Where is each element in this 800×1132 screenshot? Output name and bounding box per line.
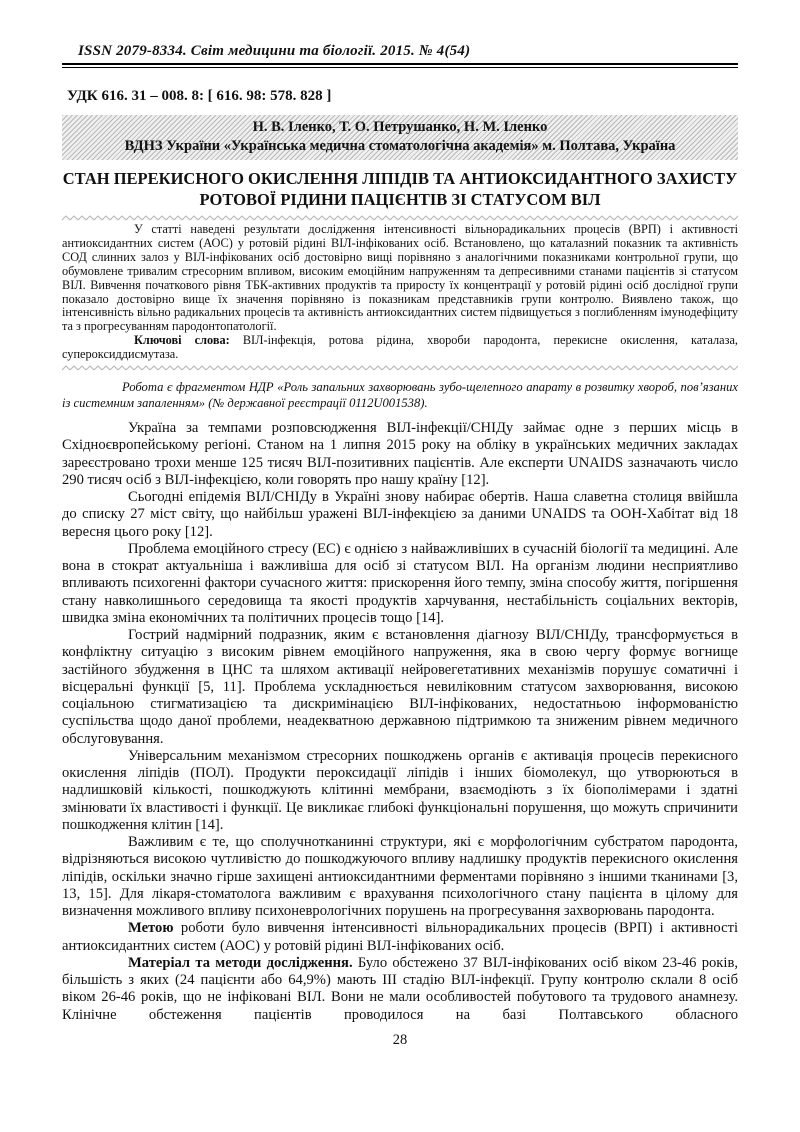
journal-header: ISSN 2079-8334. Світ медицини та біології. 2015. № 4(54) <box>78 43 471 59</box>
header-double-rule <box>62 63 738 68</box>
zigzag-divider-top <box>62 215 738 221</box>
paragraph-text: Україна за темпами розповсюдження ВІЛ-інфекції/СНІДу займає одне з перших місць в Східноєвропейському регіоні. Станом на 1 липня 2015 року на обліку в українських медичних закладах зареєстровано трохи менше 125 тисяч ВІЛ-позитивних пацієнтів. Але експерти UNAIDS зазначають число 290 тисяч осіб з ВІЛ-інфекцією, коли говорять про нашу країну [12]. <box>62 420 738 488</box>
body-paragraph <box>62 627 738 748</box>
paragraph-text: Гострий надмірний подразник, яким є встановлення діагнозу ВІЛ/СНІДу, трансформується в конфліктну ситуацію з високим рівнем емоційного напруження, яка в свою чергу формує вогнище застійного збудження в ЦНС та шляхом активації нейровегетативних механізмів порушує соматичні і вісцеральні функції [5, 11]. Проблема ускладнюється невиліковним статусом захворювання, високою соціальною стигматизацією та дискримінацією ВІЛ-інфікованих, недостатньою інформованістю суспільства щодо даної проблеми, неадекватною державною підтримкою та зниженим рівнем медичного обслуговування. <box>62 627 738 747</box>
keywords-label: Ключові слова: <box>134 333 230 348</box>
body-paragraph <box>62 920 738 955</box>
paragraph-text: Універсальним механізмом стресорних пошкоджень органів є активація процесів перекисного окислення ліпідів (ПОЛ). Продукти пероксидації ліпідів і інших біомолекул, що утворюються в надлишковій кількості, пошкоджують клітинні мембрани, взаємодіють з їх біополімерами і здатні змінювати їх властивості і функції. Це викликає глибокі функціональні порушення, що можуть спричинити пошкодження клітин [14]. <box>62 747 738 833</box>
abstract-text: У статті наведені результати дослідження інтенсивності вільнорадикальних процесів (ВРП) і активності антиоксидантних систем (АОС) у ротовій рідині ВІЛ-інфікованих осіб. Встановлено, що каталазний показник та активність СОД слинних залоз у ВІЛ-інфікованих осіб достовірно вищі порівняно з аналогічними показниками контрольної групи, що обумовлене тривалим стресорним впливом, високим емоційним напруженням та депресивними станами пацієнтів зі статусом ВІЛ. Вивчення початкового рівня ТБК-активних продуктів та приросту їх концентрації у ротовій рідині осіб дослідної групи показало достовірно вище їх значення порівняно із показникам представників групи контролю. Виявлено також, що інтенсивність вільно радикальних процесів та активність антиоксидантних систем підвищується з поглибленням імунодефіциту та з прогресуванням пародонтопатології. <box>62 222 738 334</box>
udc-code: УДК 616. 31 – 008. 8: [ 616. 98: 578. 828 ] <box>67 88 332 104</box>
article-body <box>62 420 738 1024</box>
title-line-2: РОТОВОЇ РІДИНИ ПАЦІЄНТІВ ЗІ СТАТУСОМ ВІЛ <box>199 190 601 209</box>
body-paragraph <box>62 748 738 834</box>
body-paragraph <box>62 489 738 541</box>
body-paragraph <box>62 955 738 1024</box>
paragraph-lead: Метою <box>128 920 174 937</box>
research-note <box>62 380 738 411</box>
affiliation: ВДНЗ України «Українська медична стоматологічна академія» м. Полтава, Україна <box>124 138 676 154</box>
paragraph-text: Важливим є те, що сполучнотканинні структури, які є морфологічним субстратом пародонта, відрізняються високою чутливістю до пошкоджуючого впливу надлишку продуктів перекисного окислення ліпідів, оскільки значно гірше захищені антиоксидантними ферментами порівняно з іншими тканинами [3, 13, 15]. Для лікаря-стоматолога важливим є врахування психологічного стану пацієнта в цілому для визначення можливого впливу психоневрологічних порушень на прогресування захворювань пародонта. <box>62 834 738 920</box>
paragraph-text: Було обстежено 37 ВІЛ-інфікованих осіб віком 23-46 років, більшість з яких (24 пацієнти або 64,9%) мають ІІІ стадію ВІЛ-інфекції. Групу контролю склали 8 осіб віком 26-46 років, що не інфіковані ВІЛ. Вони не мали особливостей побутового та трудового анамнезу. Клінічне обстеження пацієнтів проводилося на базі Полтавського обласного <box>62 954 738 1023</box>
title-line-1: СТАН ПЕРЕКИСНОГО ОКИСЛЕННЯ ЛІПІДІВ ТА АНТИОКСИДАНТНОГО ЗАХИСТУ <box>62 169 738 188</box>
zigzag-divider-bottom <box>62 365 738 371</box>
abstract <box>62 223 738 362</box>
paragraph-text: Проблема емоційного стресу (ЕС) є однією з найважливіших в сучасній біології та медицині. Але вона в стократ актуальніша і важливіша для осіб зі статусом ВІЛ. На організм людини несприятливо впливають психогенні фактори сучасного життя: прискорення його темпу, зміна способу життя, погіршення стану навколишнього середовища та якості продуктів харчування, нестабільність соціальних векторів, швидка зміна економічних та політичних процесів тощо [14]. <box>62 540 738 626</box>
keywords-list: ВІЛ-інфекція, ротова рідина, хвороби пародонта, перекисне окислення, каталаза, супероксиддисмутаза. <box>62 333 738 362</box>
body-paragraph <box>62 834 738 920</box>
authors: Н. В. Іленко, Т. О. Петрушанко, Н. М. Іленко <box>252 119 548 135</box>
body-paragraph <box>62 420 738 489</box>
page-number: 28 <box>392 1031 408 1048</box>
paragraph-lead: Матеріал та методи дослідження. <box>128 954 353 971</box>
authors-block <box>62 115 738 160</box>
paragraph-text: Сьогодні епідемія ВІЛ/СНІДу в Україні знову набирає обертів. Наша славетна столиця ввійшла до списку 27 міст світу, що найбільш уражені ВІЛ-інфекцією за даними UNAIDS та ООН-Хабітат від 18 вересня цього року [12]. <box>62 489 738 540</box>
article-title <box>62 168 738 210</box>
body-paragraph <box>62 541 738 627</box>
research-note-text: Робота є фрагментом НДР «Роль запальних захворювань зубо-щелепного апарату в розвитку хвороб, пов’язаних із системним запаленням» (№ державної реєстрації 0112U001538). <box>62 380 738 410</box>
keywords <box>62 334 738 362</box>
paragraph-text: роботи було вивчення інтенсивності вільнорадикальних процесів (ВРП) і активності антиоксидантних систем (АОС) у ротовій рідині ВІЛ-інфікованих осіб. <box>62 920 738 954</box>
